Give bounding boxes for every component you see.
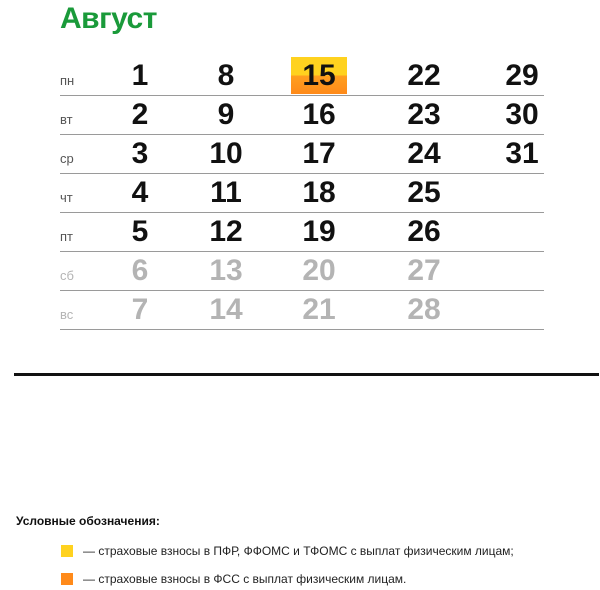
legend-title: Условные обозначения: (16, 514, 160, 528)
day-cell-weekend: 13 (209, 254, 243, 287)
legend-text: — страховые взносы в ФСС с выплат физическим лицам. (83, 572, 407, 586)
day-cell-highlighted: 15 (291, 57, 347, 94)
day-cell: 25 (407, 176, 441, 209)
legend-swatch-orange (61, 573, 73, 585)
section-divider (14, 373, 599, 376)
day-cell: 22 (407, 59, 441, 92)
weekday-label-mon: пн (60, 73, 75, 88)
day-cell-weekend: 6 (131, 254, 149, 287)
day-cell: 1 (131, 59, 149, 92)
calendar-row-fri (60, 213, 544, 252)
day-cell: 10 (209, 137, 243, 170)
calendar-row-tue (60, 96, 544, 135)
day-cell: 2 (131, 98, 149, 131)
day-cell: 4 (131, 176, 149, 209)
day-cell-weekend: 21 (302, 293, 336, 326)
day-cell-weekend: 14 (209, 293, 243, 326)
weekday-label-sun: вс (60, 307, 74, 322)
day-cell: 16 (302, 98, 336, 131)
day-cell: 11 (210, 176, 242, 209)
day-cell: 18 (302, 176, 336, 209)
day-cell: 26 (407, 215, 441, 248)
weekday-label-tue: вт (60, 112, 73, 127)
legend-item-social (61, 572, 406, 586)
day-cell: 29 (505, 59, 539, 92)
day-cell: 19 (302, 215, 336, 248)
day-cell: 23 (407, 98, 441, 131)
day-cell-weekend: 28 (407, 293, 441, 326)
calendar-row-sun (60, 291, 544, 330)
day-cell: 3 (131, 137, 149, 170)
calendar-grid (60, 57, 544, 330)
day-cell: 12 (209, 215, 243, 248)
day-cell-weekend: 20 (302, 254, 336, 287)
day-cell: 5 (131, 215, 149, 248)
calendar-row-sat (60, 252, 544, 291)
day-cell-weekend: 7 (131, 293, 149, 326)
day-cell: 9 (217, 98, 235, 131)
month-title: Август (60, 2, 157, 35)
legend-text: — страховые взносы в ПФР, ФФОМС и ТФОМС с выплат физическим лицам; (83, 544, 514, 558)
calendar-row-thu (60, 174, 544, 213)
weekday-label-wed: ср (60, 151, 74, 166)
legend-item-pension (61, 544, 514, 558)
weekday-label-thu: чт (60, 190, 73, 205)
day-cell: 30 (505, 98, 539, 131)
day-cell: 8 (217, 59, 235, 92)
day-cell: 31 (505, 137, 539, 170)
calendar-row-mon (60, 57, 544, 96)
day-cell: 24 (407, 137, 441, 170)
weekday-label-sat: сб (60, 268, 74, 283)
day-cell: 17 (302, 137, 336, 170)
day-cell-weekend: 27 (407, 254, 441, 287)
legend-swatch-yellow (61, 545, 73, 557)
weekday-label-fri: пт (60, 229, 73, 244)
calendar-row-wed (60, 135, 544, 174)
